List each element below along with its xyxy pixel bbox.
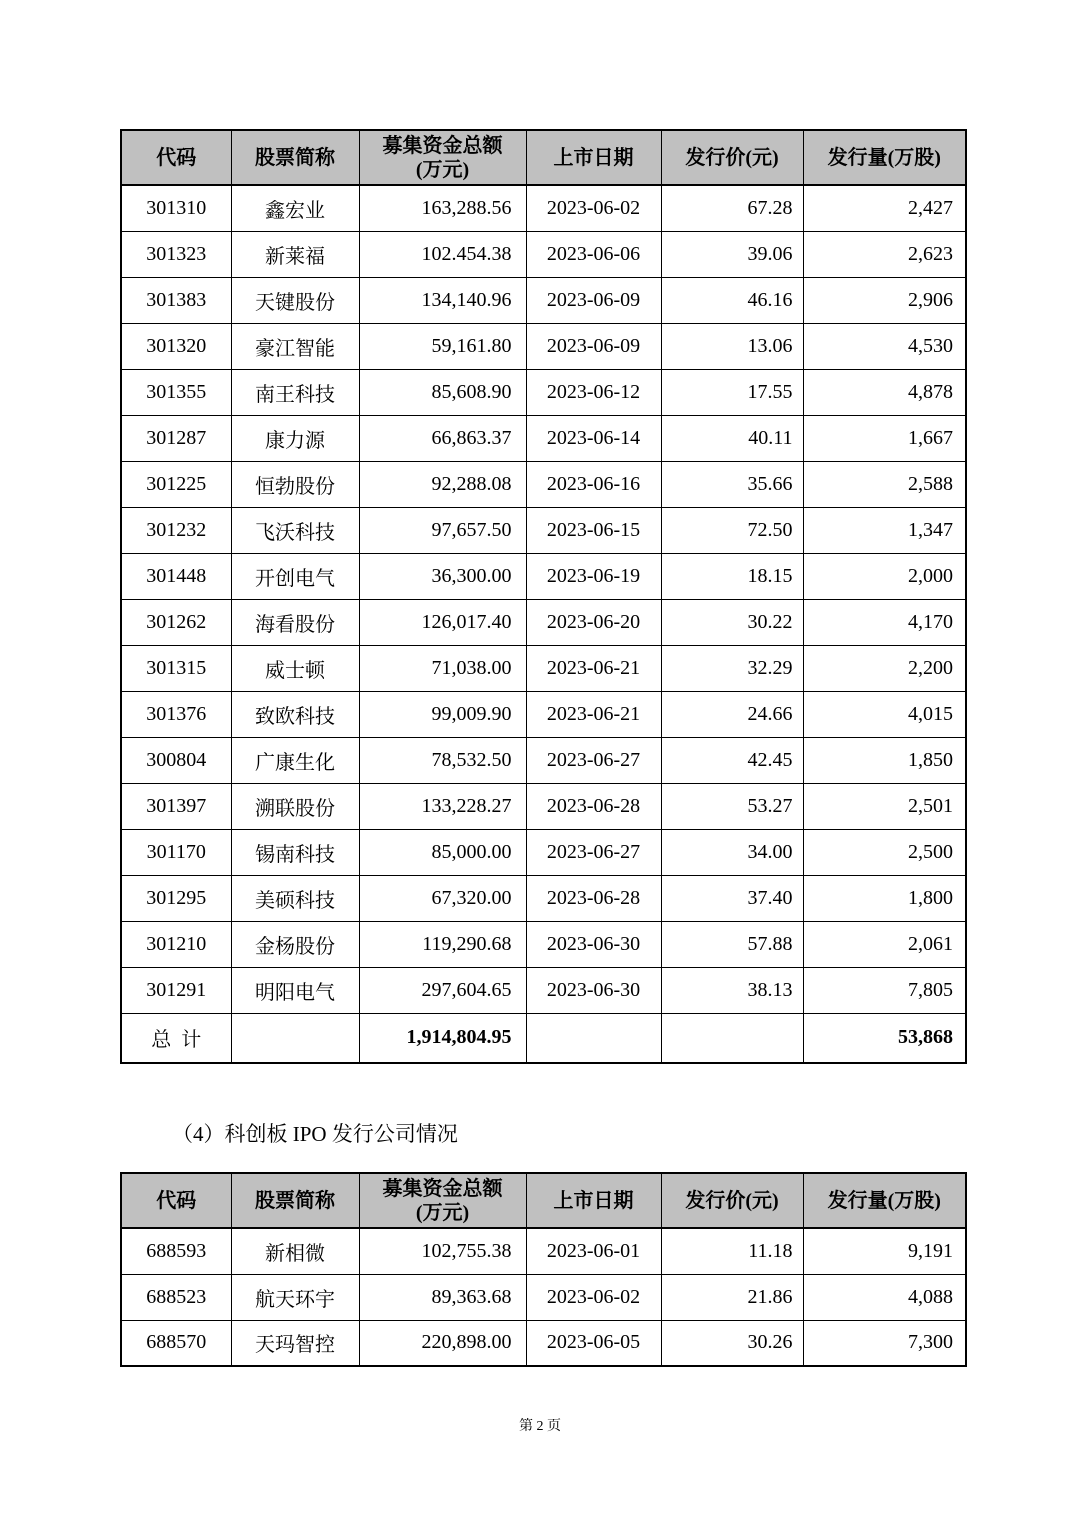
cell-funds: 89,363.68 — [359, 1274, 526, 1320]
cell-name: 飞沃科技 — [231, 507, 359, 553]
cell-date: 2023-06-16 — [526, 461, 661, 507]
cell-name: 锡南科技 — [231, 829, 359, 875]
col-header-volume: 发行量(万股) — [803, 130, 966, 185]
cell-date: 2023-06-05 — [526, 1320, 661, 1366]
cell-funds: 78,532.50 — [359, 737, 526, 783]
cell-date: 2023-06-02 — [526, 185, 661, 231]
cell-name: 天玛智控 — [231, 1320, 359, 1366]
cell-date: 2023-06-27 — [526, 737, 661, 783]
table-row — [121, 277, 966, 323]
table-row — [121, 829, 966, 875]
cell-volume: 1,347 — [803, 507, 966, 553]
cell-code: 301287 — [121, 415, 231, 461]
cell-funds: 36,300.00 — [359, 553, 526, 599]
cell-funds: 102,755.38 — [359, 1228, 526, 1274]
cell-code: 301397 — [121, 783, 231, 829]
table-row — [121, 737, 966, 783]
cell-volume: 1,850 — [803, 737, 966, 783]
cell-code: 301383 — [121, 277, 231, 323]
cell-code: 301315 — [121, 645, 231, 691]
table-row — [121, 599, 966, 645]
cell-name: 新莱福 — [231, 231, 359, 277]
header-row — [121, 130, 966, 185]
cell-volume: 2,623 — [803, 231, 966, 277]
cell-name: 威士顿 — [231, 645, 359, 691]
cell-funds: 97,657.50 — [359, 507, 526, 553]
cell-price: 17.55 — [661, 369, 803, 415]
cell-code: 301320 — [121, 323, 231, 369]
cell-date: 2023-06-14 — [526, 415, 661, 461]
cell-price: 13.06 — [661, 323, 803, 369]
cell-funds: 85,608.90 — [359, 369, 526, 415]
cell-name: 溯联股份 — [231, 783, 359, 829]
cell-date: 2023-06-21 — [526, 691, 661, 737]
cell-volume: 7,805 — [803, 967, 966, 1013]
table-row — [121, 461, 966, 507]
cell-date: 2023-06-06 — [526, 231, 661, 277]
cell-volume: 2,588 — [803, 461, 966, 507]
cell-name: 美硕科技 — [231, 875, 359, 921]
cell-volume: 4,878 — [803, 369, 966, 415]
cell-price: 57.88 — [661, 921, 803, 967]
table-row — [121, 231, 966, 277]
cell-date: 2023-06-21 — [526, 645, 661, 691]
cell-funds: 134,140.96 — [359, 277, 526, 323]
cell-funds: 92,288.08 — [359, 461, 526, 507]
cell-name: 开创电气 — [231, 553, 359, 599]
col-header-date: 上市日期 — [526, 130, 661, 185]
star-table-header — [121, 1173, 966, 1228]
cell-code: 688593 — [121, 1228, 231, 1274]
cell-date: 2023-06-09 — [526, 323, 661, 369]
cell-funds: 66,863.37 — [359, 415, 526, 461]
cell-code: 301170 — [121, 829, 231, 875]
cell-volume: 2,501 — [803, 783, 966, 829]
gem-table-body — [121, 185, 966, 1013]
cell-funds: 67,320.00 — [359, 875, 526, 921]
cell-price: 18.15 — [661, 553, 803, 599]
cell-funds: 71,038.00 — [359, 645, 526, 691]
gem-table-footer — [121, 1013, 966, 1063]
cell-date: 2023-06-01 — [526, 1228, 661, 1274]
cell-date: 2023-06-27 — [526, 829, 661, 875]
cell-funds: 297,604.65 — [359, 967, 526, 1013]
col-header-volume: 发行量(万股) — [803, 1173, 966, 1228]
cell-price: 30.26 — [661, 1320, 803, 1366]
cell-date: 2023-06-02 — [526, 1274, 661, 1320]
cell-price: 53.27 — [661, 783, 803, 829]
cell-code: 301376 — [121, 691, 231, 737]
gem-table-header — [121, 130, 966, 185]
star-ipo-table — [120, 1172, 967, 1367]
cell-code: 301355 — [121, 369, 231, 415]
cell-volume: 1,667 — [803, 415, 966, 461]
cell-code: 301323 — [121, 231, 231, 277]
col-header-funds-line2: (万元) — [415, 1201, 470, 1224]
cell-date: 2023-06-09 — [526, 277, 661, 323]
table-row — [121, 1320, 966, 1366]
col-header-funds-line1: 募集资金总额 — [382, 1177, 503, 1200]
cell-price: 30.22 — [661, 599, 803, 645]
table-row — [121, 369, 966, 415]
total-row — [121, 1013, 966, 1063]
total-volume: 53,868 — [803, 1013, 966, 1063]
cell-volume: 2,500 — [803, 829, 966, 875]
cell-volume: 4,530 — [803, 323, 966, 369]
table-row — [121, 875, 966, 921]
cell-funds: 119,290.68 — [359, 921, 526, 967]
cell-price: 24.66 — [661, 691, 803, 737]
cell-code: 688523 — [121, 1274, 231, 1320]
table-row — [121, 645, 966, 691]
cell-code: 301232 — [121, 507, 231, 553]
cell-date: 2023-06-30 — [526, 967, 661, 1013]
cell-code: 301225 — [121, 461, 231, 507]
cell-name: 恒勃股份 — [231, 461, 359, 507]
col-header-funds-line2: (万元) — [415, 158, 470, 181]
cell-date: 2023-06-28 — [526, 875, 661, 921]
col-header-funds-line1: 募集资金总额 — [382, 134, 503, 157]
cell-funds: 85,000.00 — [359, 829, 526, 875]
cell-date: 2023-06-19 — [526, 553, 661, 599]
table-row — [121, 507, 966, 553]
table-row — [121, 323, 966, 369]
cell-price: 46.16 — [661, 277, 803, 323]
cell-volume: 4,170 — [803, 599, 966, 645]
table-row — [121, 783, 966, 829]
cell-price: 40.11 — [661, 415, 803, 461]
table-row — [121, 967, 966, 1013]
cell-volume: 1,800 — [803, 875, 966, 921]
cell-name: 明阳电气 — [231, 967, 359, 1013]
cell-volume: 4,088 — [803, 1274, 966, 1320]
cell-code: 301262 — [121, 599, 231, 645]
cell-name: 天键股份 — [231, 277, 359, 323]
cell-code: 301448 — [121, 553, 231, 599]
col-header-price: 发行价(元) — [661, 130, 803, 185]
gem-ipo-table — [120, 129, 967, 1064]
cell-volume: 2,427 — [803, 185, 966, 231]
cell-date: 2023-06-15 — [526, 507, 661, 553]
cell-volume: 7,300 — [803, 1320, 966, 1366]
cell-code: 301210 — [121, 921, 231, 967]
cell-code: 301310 — [121, 185, 231, 231]
table-row — [121, 185, 966, 231]
cell-price: 38.13 — [661, 967, 803, 1013]
table-row — [121, 553, 966, 599]
cell-volume: 4,015 — [803, 691, 966, 737]
cell-name: 金杨股份 — [231, 921, 359, 967]
col-header-code: 代码 — [121, 130, 231, 185]
col-header-name: 股票简称 — [231, 130, 359, 185]
total-empty-name — [231, 1013, 359, 1063]
cell-funds: 163,288.56 — [359, 185, 526, 231]
col-header-price: 发行价(元) — [661, 1173, 803, 1228]
cell-funds: 133,228.27 — [359, 783, 526, 829]
section-heading: （4）科创板 IPO 发行公司情况 — [172, 1122, 458, 1146]
cell-date: 2023-06-30 — [526, 921, 661, 967]
col-header-date: 上市日期 — [526, 1173, 661, 1228]
col-header-name: 股票简称 — [231, 1173, 359, 1228]
cell-date: 2023-06-20 — [526, 599, 661, 645]
table-row — [121, 1274, 966, 1320]
cell-funds: 220,898.00 — [359, 1320, 526, 1366]
table-row — [121, 415, 966, 461]
cell-name: 豪江智能 — [231, 323, 359, 369]
cell-price: 21.86 — [661, 1274, 803, 1320]
cell-name: 航天环宇 — [231, 1274, 359, 1320]
total-empty-date — [526, 1013, 661, 1063]
cell-name: 广康生化 — [231, 737, 359, 783]
cell-name: 致欧科技 — [231, 691, 359, 737]
cell-name: 康力源 — [231, 415, 359, 461]
cell-name: 南王科技 — [231, 369, 359, 415]
col-header-code: 代码 — [121, 1173, 231, 1228]
cell-price: 67.28 — [661, 185, 803, 231]
cell-volume: 2,906 — [803, 277, 966, 323]
total-label: 总计 — [121, 1013, 231, 1063]
col-header-funds — [359, 1173, 526, 1228]
cell-volume: 2,200 — [803, 645, 966, 691]
cell-volume: 9,191 — [803, 1228, 966, 1274]
cell-code: 300804 — [121, 737, 231, 783]
cell-volume: 2,061 — [803, 921, 966, 967]
header-row — [121, 1173, 966, 1228]
cell-price: 34.00 — [661, 829, 803, 875]
cell-price: 32.29 — [661, 645, 803, 691]
cell-volume: 2,000 — [803, 553, 966, 599]
cell-funds: 102.454.38 — [359, 231, 526, 277]
cell-code: 301295 — [121, 875, 231, 921]
cell-price: 39.06 — [661, 231, 803, 277]
total-empty-price — [661, 1013, 803, 1063]
table-row — [121, 1228, 966, 1274]
table-row — [121, 691, 966, 737]
cell-date: 2023-06-28 — [526, 783, 661, 829]
cell-name: 新相微 — [231, 1228, 359, 1274]
total-funds: 1,914,804.95 — [359, 1013, 526, 1063]
cell-price: 11.18 — [661, 1228, 803, 1274]
cell-funds: 126,017.40 — [359, 599, 526, 645]
cell-name: 海看股份 — [231, 599, 359, 645]
cell-funds: 59,161.80 — [359, 323, 526, 369]
col-header-funds — [359, 130, 526, 185]
cell-name: 鑫宏业 — [231, 185, 359, 231]
cell-code: 301291 — [121, 967, 231, 1013]
page-number: 第 2 页 — [519, 1419, 561, 1434]
cell-code: 688570 — [121, 1320, 231, 1366]
cell-price: 72.50 — [661, 507, 803, 553]
cell-price: 35.66 — [661, 461, 803, 507]
cell-price: 42.45 — [661, 737, 803, 783]
cell-price: 37.40 — [661, 875, 803, 921]
table-row — [121, 921, 966, 967]
cell-date: 2023-06-12 — [526, 369, 661, 415]
star-table-body — [121, 1228, 966, 1366]
cell-funds: 99,009.90 — [359, 691, 526, 737]
